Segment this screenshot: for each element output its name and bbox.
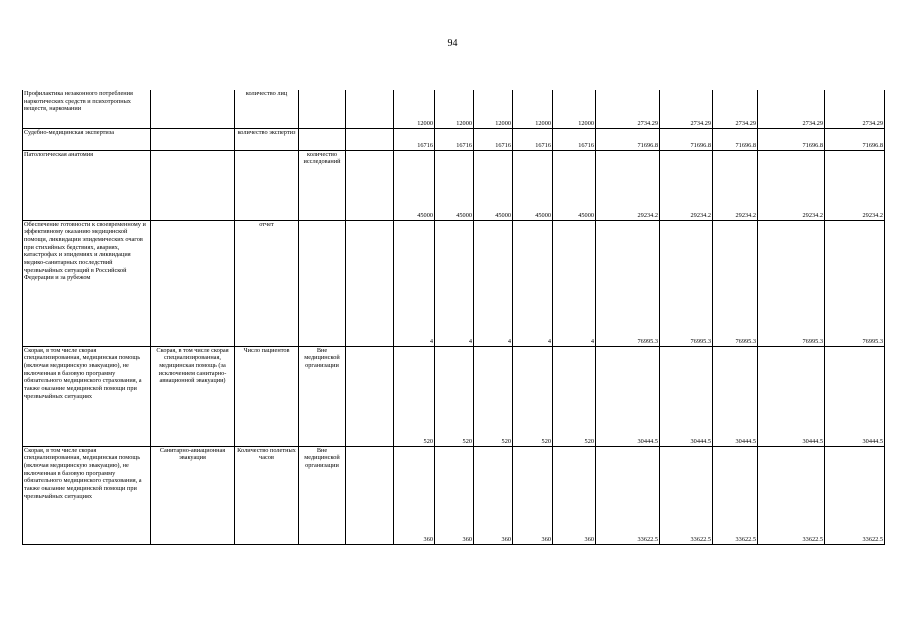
value-cell: 16716: [435, 128, 474, 150]
value-cell: 30444.5: [713, 346, 758, 446]
value-cell: 16716: [513, 128, 553, 150]
value-cell: 45000: [553, 150, 596, 220]
value-cell: 2734.29: [758, 90, 825, 128]
value-cell: 29234.2: [713, 150, 758, 220]
value-cell: 33622.5: [713, 446, 758, 544]
value-cell: 76995.3: [758, 220, 825, 346]
value-cell: 2734.29: [825, 90, 885, 128]
service-name-cell: Судебно-медицинская экспертиза: [23, 128, 151, 150]
unit-cell: количество экспертиз: [235, 128, 299, 150]
service-name-cell: Профилактика незаконного потребления наркотических средств и психотропных веществ, наркомании: [23, 90, 151, 128]
value-cell: 4: [474, 220, 513, 346]
value-cell: 2734.29: [596, 90, 660, 128]
value-cell: 33622.5: [596, 446, 660, 544]
value-cell: 12000: [553, 90, 596, 128]
service-content-cell: Скорая, в том числе скорая специализированная, медицинская помощь (за исключением санитарно-авиационной эвакуации): [151, 346, 235, 446]
unit-detail-cell: [299, 128, 346, 150]
unit-detail-cell: [299, 220, 346, 346]
value-cell: 30444.5: [660, 346, 713, 446]
unit-detail-cell: Вне медицинской организации: [299, 346, 346, 446]
service-content-cell: [151, 128, 235, 150]
value-cell: 520: [435, 346, 474, 446]
value-cell: 76995.3: [713, 220, 758, 346]
table-row: [23, 150, 885, 220]
value-cell: 30444.5: [758, 346, 825, 446]
value-cell: 30444.5: [596, 346, 660, 446]
value-cell: 71696.8: [713, 128, 758, 150]
value-cell: 29234.2: [596, 150, 660, 220]
value-cell: 30444.5: [825, 346, 885, 446]
unit-cell: Количество полетных часов: [235, 446, 299, 544]
value-cell: 2734.29: [713, 90, 758, 128]
table-row: [23, 90, 885, 128]
value-cell: 520: [394, 346, 435, 446]
value-cell: 360: [553, 446, 596, 544]
value-cell: 4: [394, 220, 435, 346]
value-cell: 4: [435, 220, 474, 346]
value-cell: 33622.5: [660, 446, 713, 544]
service-name-cell: Патологическая анатомия: [23, 150, 151, 220]
value-cell: 45000: [474, 150, 513, 220]
value-cell: 520: [474, 346, 513, 446]
value-cell: 71696.8: [758, 128, 825, 150]
value-cell: 12000: [474, 90, 513, 128]
page-number: 94: [447, 38, 458, 49]
empty-cell: [346, 90, 394, 128]
value-cell: 33622.5: [825, 446, 885, 544]
value-cell: 12000: [513, 90, 553, 128]
service-content-cell: [151, 150, 235, 220]
value-cell: 71696.8: [596, 128, 660, 150]
value-cell: 29234.2: [758, 150, 825, 220]
value-cell: 12000: [394, 90, 435, 128]
unit-cell: Число пациентов: [235, 346, 299, 446]
empty-cell: [346, 220, 394, 346]
value-cell: 29234.2: [825, 150, 885, 220]
service-content-cell: [151, 90, 235, 128]
services-table: [22, 90, 885, 545]
service-name-cell: Скорая, в том числе скорая специализированная, медицинская помощь (включая медицинскую эвакуацию), не включенная в базовую программу обязательного медицинского страхования, а также оказание медицинской помощи при чрезвычайных ситуациях: [23, 446, 151, 544]
value-cell: 16716: [474, 128, 513, 150]
value-cell: 71696.8: [660, 128, 713, 150]
value-cell: 76995.3: [660, 220, 713, 346]
unit-cell: [235, 150, 299, 220]
value-cell: 45000: [513, 150, 553, 220]
value-cell: 71696.8: [825, 128, 885, 150]
value-cell: 45000: [394, 150, 435, 220]
table-row: [23, 128, 885, 150]
value-cell: 76995.3: [596, 220, 660, 346]
value-cell: 33622.5: [758, 446, 825, 544]
value-cell: 520: [553, 346, 596, 446]
value-cell: 12000: [435, 90, 474, 128]
service-name-cell: Скорая, в том числе скорая специализированная, медицинская помощь (включая медицинскую эвакуацию), не включенная в базовую программу обязательного медицинского страхования, а также оказание медицинской помощи при чрезвычайных ситуациях: [23, 346, 151, 446]
value-cell: 2734.29: [660, 90, 713, 128]
unit-detail-cell: Вне медицинской организации: [299, 446, 346, 544]
service-content-cell: Санитарно-авиационная эвакуация: [151, 446, 235, 544]
unit-cell: отчет: [235, 220, 299, 346]
unit-cell: количество лиц: [235, 90, 299, 128]
value-cell: 29234.2: [660, 150, 713, 220]
value-cell: 360: [435, 446, 474, 544]
value-cell: 76995.3: [825, 220, 885, 346]
empty-cell: [346, 346, 394, 446]
value-cell: 520: [513, 346, 553, 446]
table-row: [23, 346, 885, 446]
unit-detail-cell: количество исследований: [299, 150, 346, 220]
value-cell: 16716: [394, 128, 435, 150]
service-name-cell: Обеспечение готовности к своевременному и эффективному оказанию медицинской помощи, ликвидации эпидемических очагов при стихийных бедствиях, авариях, катастрофах и эпидемиях и ликвидация медико-санитарных последствий чрезвычайных ситуаций в Российской Федерации и за рубежом: [23, 220, 151, 346]
empty-cell: [346, 128, 394, 150]
empty-cell: [346, 446, 394, 544]
value-cell: 4: [553, 220, 596, 346]
empty-cell: [346, 150, 394, 220]
value-cell: 360: [394, 446, 435, 544]
value-cell: 16716: [553, 128, 596, 150]
table-row: [23, 446, 885, 544]
service-content-cell: [151, 220, 235, 346]
value-cell: 360: [513, 446, 553, 544]
value-cell: 45000: [435, 150, 474, 220]
value-cell: 4: [513, 220, 553, 346]
unit-detail-cell: [299, 90, 346, 128]
value-cell: 360: [474, 446, 513, 544]
table-row: [23, 220, 885, 346]
